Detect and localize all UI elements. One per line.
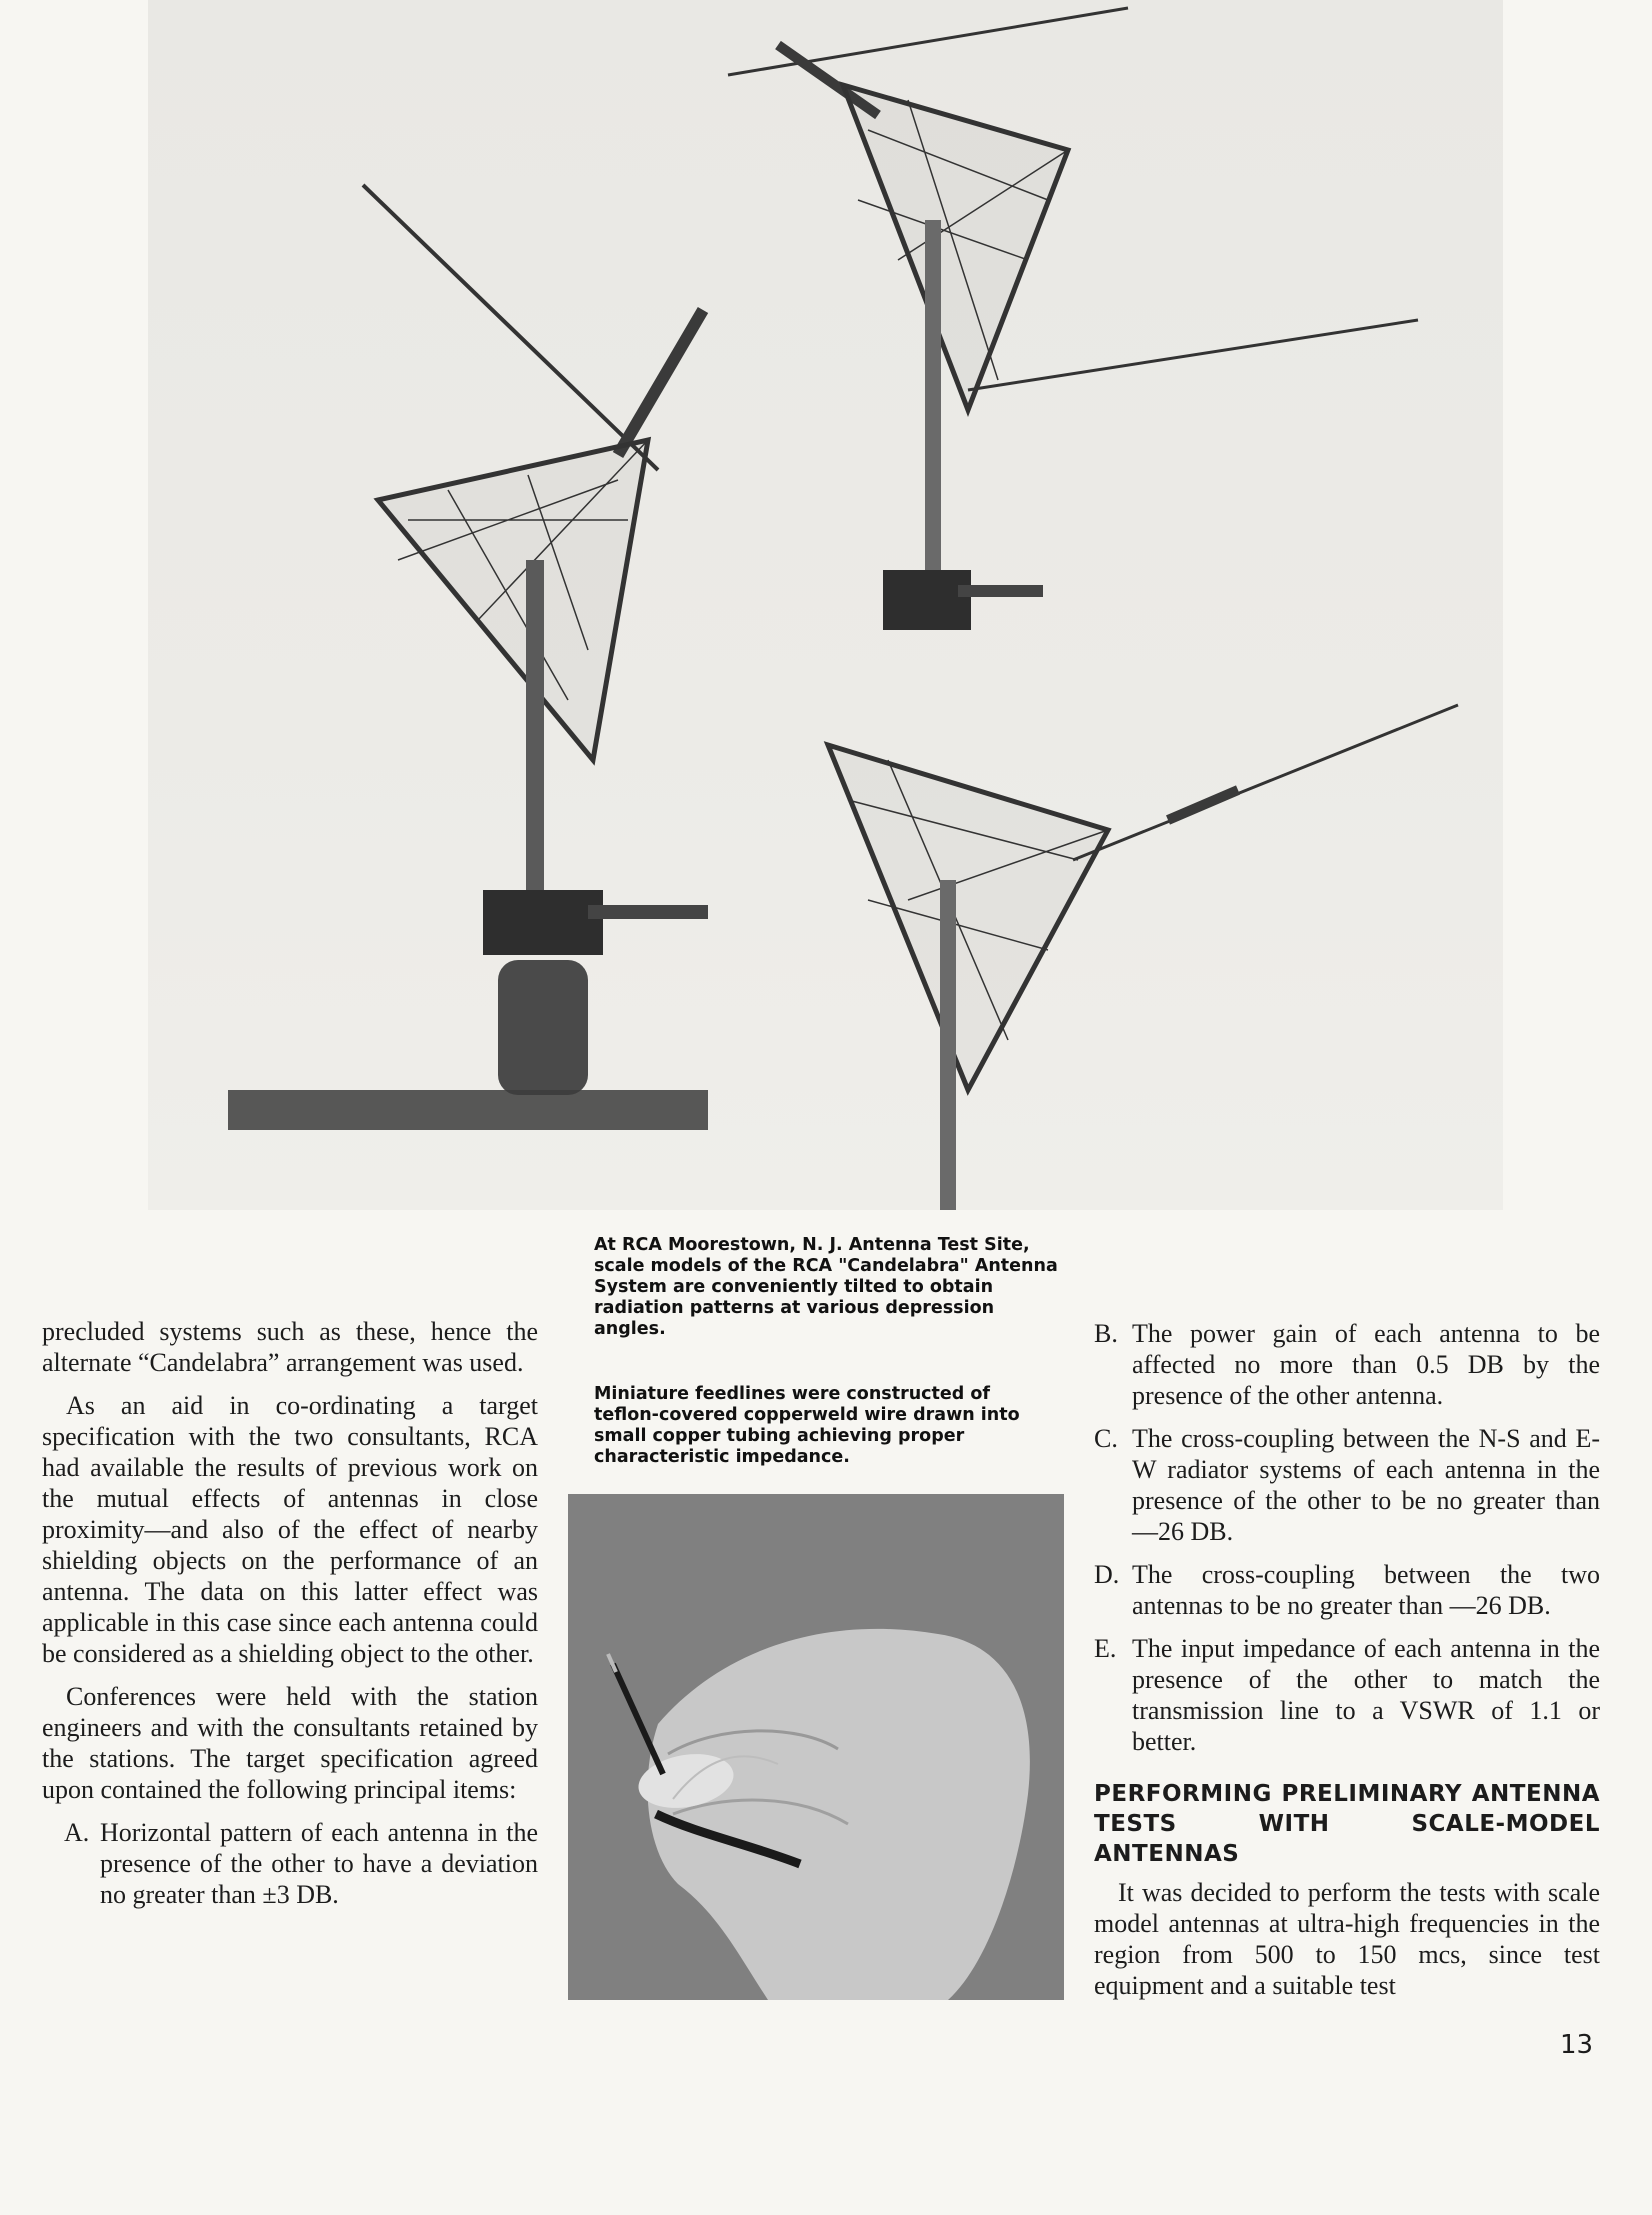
photo-caption-antenna-site: At RCA Moorestown, N. J. Antenna Test Site, scale models of the RCA "Candelabra" Antenna System are conveniently tilted to obtain radiation patterns at various depression angles. [594,1235,1058,1339]
spec-item-e [1094,1633,1600,1757]
hand-feedline-photo [568,1494,1064,2000]
spec-item-text: The power gain of each antenna to be affected no more than 0.5 DB by the presence of the other antenna. [1132,1319,1600,1410]
spec-item-label: C. [1094,1424,1118,1453]
paragraph: As an aid in co-ordinating a target specification with the two consultants, RCA had available the results of previous work on the mutual effects of antennas in close proximity—and also of the effect of nearby shielding objects on the performance of an antenna. The data on this latter effect was applicable in this case since each antenna could be considered as a shielding object to the other. [42,1391,538,1668]
spec-item-b [1094,1318,1600,1411]
spec-item-text: The input impedance of each antenna in the presence of the other to match the transmission line to a VSWR of 1.1 or better. [1132,1634,1600,1756]
spec-item-d [1094,1559,1600,1621]
spec-item-text: Horizontal pattern of each antenna in the presence of the other to have a deviation no greater than ±3 DB. [100,1818,538,1909]
page-number: 13 [1560,2030,1594,2060]
spec-item-c [1094,1423,1600,1547]
spec-item-label: A. [64,1818,90,1847]
spec-item-label: E. [1094,1634,1117,1663]
paragraph: It was decided to perform the tests with scale model antennas at ultra-high frequencies in the region from 500 to 150 mcs, since test equipment and a suitable test [1094,1878,1600,2000]
photo-caption-feedlines: Miniature feedlines were constructed of teflon-covered copperweld wire drawn into small copper tubing achieving proper characteristic impedance. [594,1384,1020,1467]
section-heading: PERFORMING PRELIMINARY ANTENNA TESTS WITH SCALE-MODEL ANTENNAS [1094,1781,1600,1867]
paragraph: precluded systems such as these, hence the alternate “Candelabra” arrangement was used. [42,1317,538,1377]
spec-item-label: D. [1094,1560,1120,1589]
spec-item-label: B. [1094,1319,1118,1348]
spec-item-text: The cross-coupling between the N-S and E-W radiator systems of each antenna in the presence of the other to be no greater than —26 DB. [1132,1424,1600,1546]
spec-item-a [42,1817,538,1910]
paragraph: Conferences were held with the station engineers and with the consultants retained by the stations. The target specification agreed upon contained the following principal items: [42,1682,538,1804]
left-text-column [42,1316,538,1922]
spec-item-text: The cross-coupling between the two antennas to be no greater than —26 DB. [1132,1560,1600,1620]
antenna-models-photo [148,0,1503,1210]
right-text-column [1094,1318,1600,2013]
